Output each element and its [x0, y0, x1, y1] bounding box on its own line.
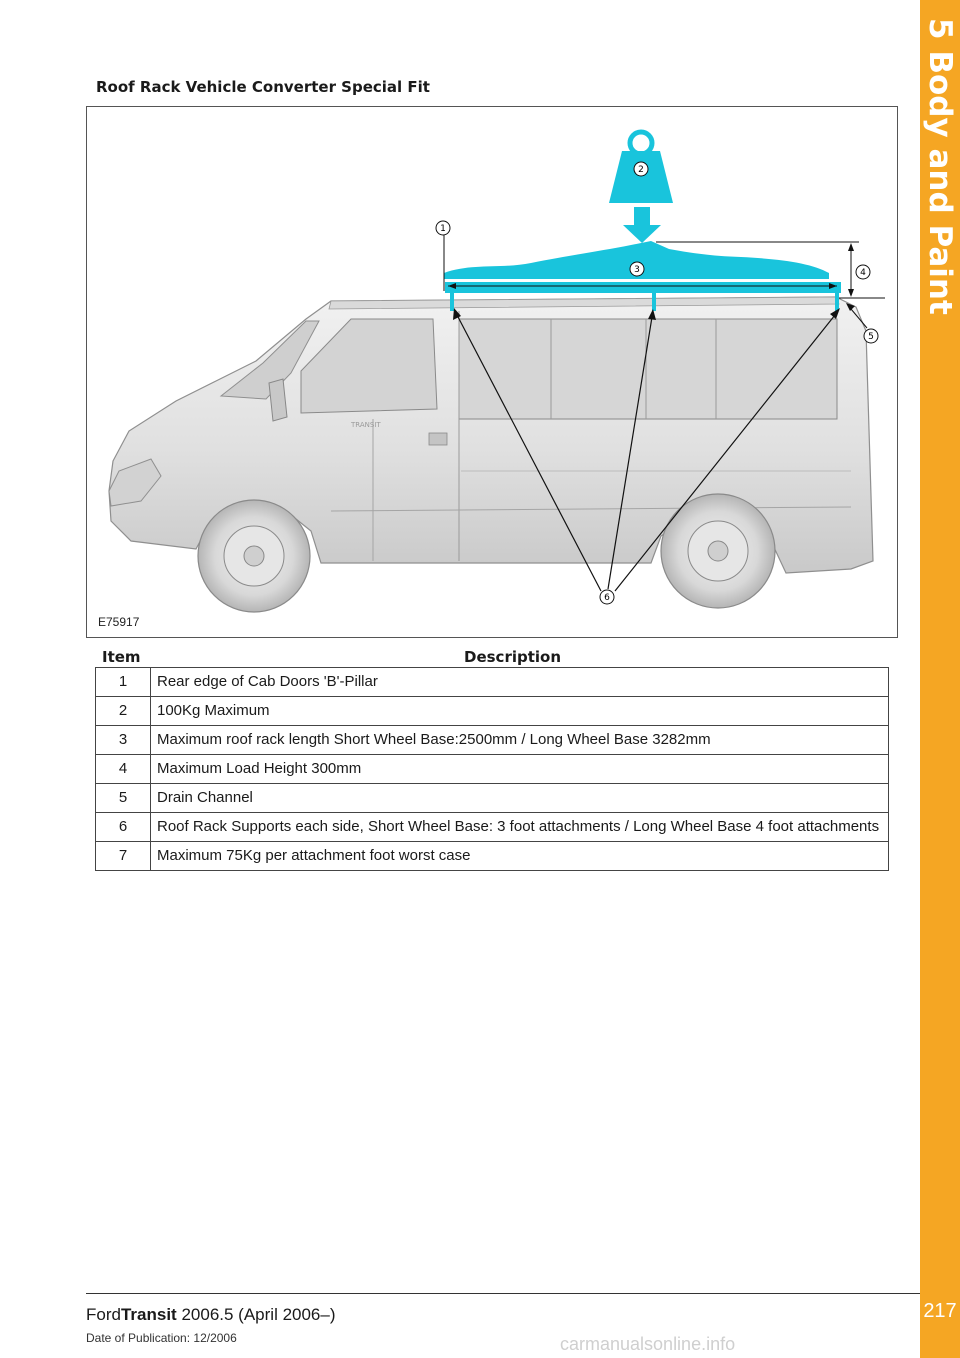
item-number: 5: [96, 784, 151, 813]
footer-edition: 2006.5 (April 2006–): [181, 1305, 336, 1324]
footer-title: [86, 1305, 336, 1325]
item-description: Maximum 75Kg per attachment foot worst case: [151, 842, 889, 871]
publication-date: Date of Publication: 12/2006: [86, 1331, 237, 1345]
figure-id: E75917: [98, 615, 140, 629]
item-number: 4: [96, 755, 151, 784]
item-description: 100Kg Maximum: [151, 697, 889, 726]
section-tab-title: 5 Body and Paint: [922, 18, 958, 315]
svg-text:TRANSIT: TRANSIT: [351, 421, 381, 429]
callout-3: 3: [634, 265, 640, 275]
column-header-item: Item: [102, 648, 141, 666]
callout-1: 1: [440, 224, 446, 234]
item-number: 3: [96, 726, 151, 755]
callout-2: 2: [638, 165, 644, 175]
callout-6: 6: [604, 593, 610, 603]
legend-table: [95, 667, 889, 871]
van-illustration: [87, 107, 898, 638]
table-row: [96, 668, 889, 697]
footer-brand: Ford: [86, 1305, 121, 1324]
watermark: carmanualsonline.info: [560, 1334, 736, 1354]
item-description: Roof Rack Supports each side, Short Wheel Base: 3 foot attachments / Long Wheel Base 4 foot attachments: [151, 813, 889, 842]
item-number: 6: [96, 813, 151, 842]
item-description: Maximum Load Height 300mm: [151, 755, 889, 784]
roof-rack-figure: [86, 106, 898, 638]
footer-divider: [86, 1293, 920, 1294]
table-row: [96, 726, 889, 755]
item-description: Drain Channel: [151, 784, 889, 813]
item-number: 1: [96, 668, 151, 697]
table-row: [96, 842, 889, 871]
footer-model: Transit: [120, 1305, 177, 1324]
table-row: [96, 697, 889, 726]
page-number: 217: [923, 1300, 957, 1322]
page-title: Roof Rack Vehicle Converter Special Fit: [96, 78, 430, 96]
item-description: Maximum roof rack length Short Wheel Base:2500mm / Long Wheel Base 3282mm: [151, 726, 889, 755]
table-row: [96, 813, 889, 842]
column-header-description: Description: [464, 648, 562, 666]
weight-icon: [609, 132, 673, 243]
roof-rack-bar: [445, 282, 841, 293]
item-number: 7: [96, 842, 151, 871]
item-description: Rear edge of Cab Doors 'B'-Pillar: [151, 668, 889, 697]
table-row: [96, 784, 889, 813]
callout-5: 5: [868, 332, 874, 342]
table-row: [96, 755, 889, 784]
front-wheel: [198, 500, 310, 612]
callout-4: 4: [860, 268, 866, 278]
section-side-tab: [920, 0, 960, 1358]
item-number: 2: [96, 697, 151, 726]
